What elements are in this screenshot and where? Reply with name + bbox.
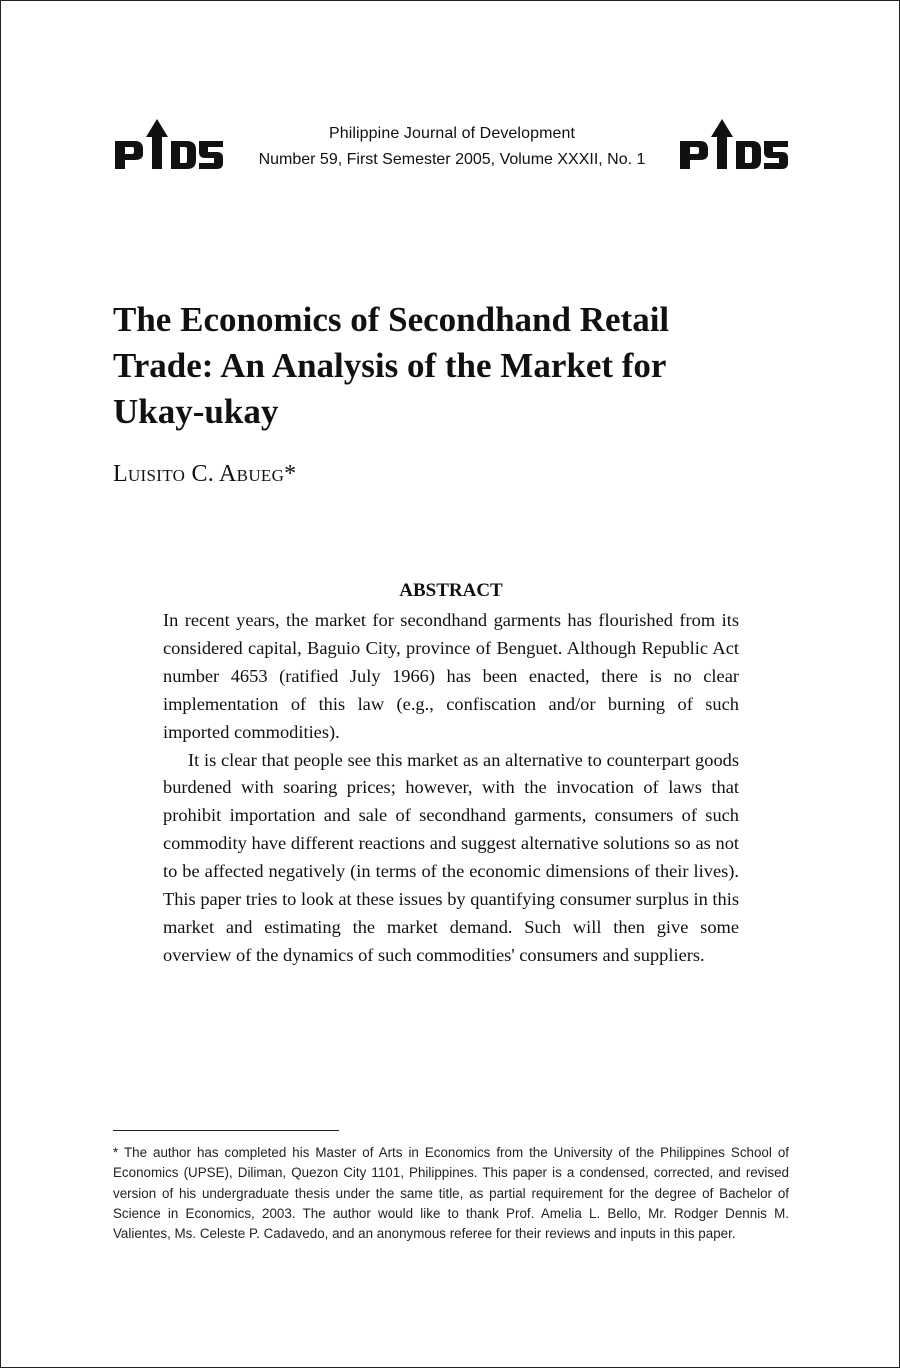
author-footnote: * The author has completed his Master of Arts in Economics from the University of the Philippines School of Economics (UPSE), Diliman, Quezon City 1101, Philippines. This paper is a condensed, corrected, and revised version of his undergraduate thesis under the same title, as partial requirement for the degree of Bachelor of Science in Economics, 2003. The author would like to thank Prof. Amelia L. Bello, Mr. Rodger Dennis M. Valientes, Ms. Celeste P. Cadavedo, and an anonymous referee for their reviews and inputs in this paper. bbox=[113, 1145, 789, 1242]
issue-details: Number 59, First Semester 2005, Volume XXXII, No. 1 bbox=[258, 151, 646, 168]
pids-logo-left bbox=[113, 117, 225, 173]
footnote-divider bbox=[113, 1130, 339, 1131]
abstract-body bbox=[163, 607, 739, 970]
abstract-paragraph: It is clear that people see this market as an alternative to counterpart goods burdened with soaring prices; however, with the invocation of laws that prohibit importation and sale of secondhand garments, consumers of such commodity have different reactions and suggest alternative solutions so as not to be affected negatively (in terms of the economic dimensions of their lives). This paper tries to look at these issues by quantifying consumer surplus in this market and estimating the market demand. Such will then give some overview of the dynamics of such commodities' consumers and suppliers. bbox=[163, 749, 739, 965]
article-title: The Economics of Secondhand Retail Trade: An Analysis of the Market for Ukay-ukay bbox=[113, 300, 670, 431]
journal-name: Philippine Journal of Development bbox=[328, 125, 576, 142]
pids-logo-right bbox=[678, 117, 790, 173]
abstract-heading: ABSTRACT bbox=[399, 580, 503, 601]
abstract-paragraph: In recent years, the market for secondhand garments has flourished from its considered capital, Baguio City, province of Benguet. Although Republic Act number 4653 (ratified July 1966) has been enacted, there is no clear implementation of this law (e.g., confiscation and/or burning of such imported commodities). bbox=[163, 610, 739, 742]
author-name: Luisito C. Abueg* bbox=[113, 461, 297, 487]
